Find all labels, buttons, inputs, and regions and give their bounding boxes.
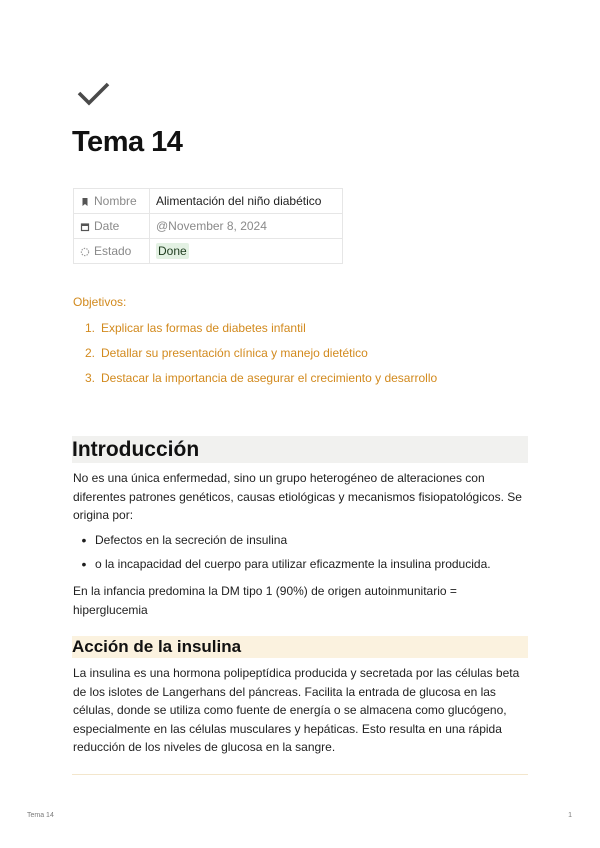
property-row-nombre: [74, 189, 343, 214]
list-item: [73, 345, 437, 370]
list-text: Destacar la importancia de asegurar el crecimiento y desarrollo: [101, 371, 438, 385]
intro-paragraph: No es una única enfermedad, sino un grupo heterogéneo de alteraciones con diferentes patrones genéticos, causas etiológicas y mecanismos fisiopatológicos. Se origina por:: [73, 471, 522, 522]
property-name-cell: [74, 189, 150, 214]
property-row-date: [74, 214, 343, 239]
objectives-label: Objetivos:: [73, 295, 127, 309]
properties-table: [73, 188, 343, 264]
calendar-icon: [80, 222, 90, 232]
list-item: [73, 320, 437, 345]
bullet-dot: •: [81, 556, 87, 572]
page-title: Tema 14: [72, 126, 183, 158]
property-row-estado: [74, 239, 343, 264]
list-text: Defectos en la secreción de insulina: [95, 533, 288, 547]
property-name-cell: [74, 214, 150, 239]
property-name-cell: [74, 239, 150, 264]
check-icon: [76, 80, 112, 110]
heading-accion-insulina: Acción de la insulina: [72, 636, 528, 658]
list-number: 3.: [84, 371, 95, 385]
status-badge[interactable]: Done: [158, 244, 187, 258]
divider: [72, 774, 528, 775]
footer-title: Tema 14: [27, 812, 54, 819]
bullet-dot: •: [81, 532, 87, 548]
bullet-list: [73, 531, 543, 579]
property-name: Estado: [94, 244, 132, 258]
objectives-section: [73, 295, 437, 395]
list-text: o la incapacidad del cuerpo para utilizar eficazmente la insulina producida.: [95, 557, 491, 571]
list-item: [73, 555, 543, 579]
page-number: 1: [568, 812, 572, 819]
heading-introduccion: Introducción: [72, 436, 528, 463]
objectives-list: [73, 320, 437, 395]
list-item: [73, 370, 437, 395]
property-name: Date: [94, 219, 120, 233]
intro-note: En la infancia predomina la DM tipo 1 (90%) de origen autoinmunitario = hiperglucemia: [73, 584, 457, 617]
property-value[interactable]: Alimentación del niño diabético: [150, 189, 343, 214]
list-text: Explicar las formas de diabetes infantil: [101, 321, 306, 335]
list-number: 2.: [84, 346, 95, 360]
property-name: Nombre: [94, 194, 137, 208]
bookmark-icon: [80, 197, 90, 207]
property-value[interactable]: @November 8, 2024: [150, 214, 343, 239]
list-text: Detallar su presentación clínica y manejo dietético: [101, 346, 368, 360]
property-value-cell[interactable]: [150, 239, 343, 264]
list-item: [73, 531, 543, 555]
status-icon: [80, 247, 90, 257]
insulin-paragraph: La insulina es una hormona polipeptídica producida y secretada por las células beta de los islotes de Langerhans del páncreas. Facilita la entrada de glucosa en las células, donde se utiliza como fuente de energía o se almacena como glucógeno, especialmente en las células musculares y hepáticas. Esto resulta en una rápida reducción de los niveles de glucosa en la sangre.: [73, 666, 520, 754]
list-number: 1.: [84, 321, 95, 335]
